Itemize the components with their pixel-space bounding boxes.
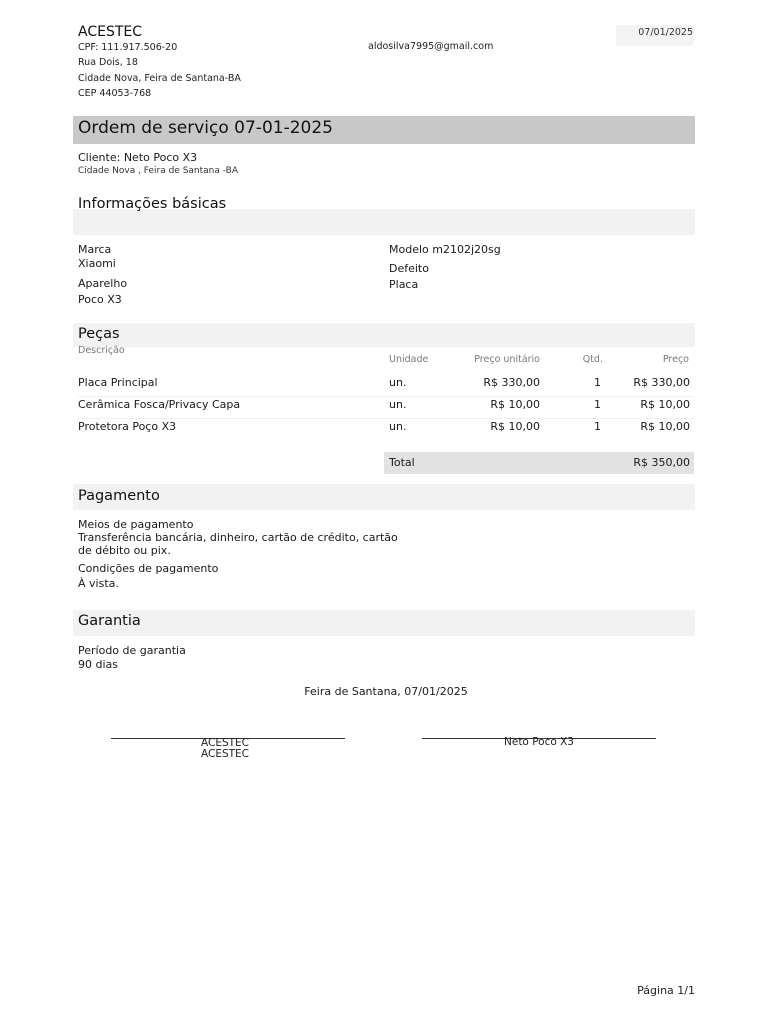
table-row-price: R$ 10,00 [640, 398, 690, 411]
defect-label: Defeito [389, 262, 429, 275]
table-row-price: R$ 10,00 [640, 420, 690, 433]
brand-label: Marca [78, 243, 112, 256]
client-line: Cliente: Neto Poco X3 [78, 151, 198, 164]
table-row-qty: 1 [594, 376, 601, 389]
table-row-unit-price: R$ 10,00 [490, 420, 540, 433]
device-value: Poco X3 [78, 293, 122, 306]
table-row-unit: un. [389, 398, 407, 411]
section-title-parts: Peças [78, 326, 120, 342]
signature-name-left: ACESTEC [200, 737, 249, 749]
section-title-payment: Pagamento [78, 488, 160, 504]
col-header-unit: Unidade [389, 354, 429, 365]
page-number: Página 1/1 [637, 984, 695, 997]
payment-conditions-value: À vista. [78, 577, 119, 590]
total-label: Total [389, 456, 415, 469]
section-bar-payment [73, 484, 695, 510]
page-title: Ordem de serviço 07-01-2025 [73, 116, 695, 144]
col-header-price: Preço [662, 354, 689, 365]
company-cpf: CPF: 111.917.506-20 [78, 42, 178, 53]
payment-methods-line2: de débito ou pix. [78, 544, 171, 557]
table-row-unit-price: R$ 10,00 [490, 398, 540, 411]
company-city: Cidade Nova, Feira de Santana-BA [78, 73, 241, 84]
company-street: Rua Dois, 18 [78, 57, 138, 68]
section-bar-warranty [73, 610, 695, 636]
table-row-description: Cerâmica Fosca/Privacy Capa [78, 398, 241, 411]
total-value: R$ 350,00 [633, 456, 690, 469]
col-header-description: Descrição [78, 345, 125, 356]
table-row-unit: un. [389, 376, 407, 389]
payment-methods-label: Meios de pagamento [78, 518, 194, 531]
brand-value: Xiaomi [78, 257, 116, 270]
section-title-warranty: Garantia [78, 613, 141, 629]
section-title-basic-info: Informações básicas [78, 196, 227, 212]
table-row-description: Placa Principal [78, 376, 158, 389]
table-row-price: R$ 330,00 [633, 376, 690, 389]
signature-name-right: Neto Poco X3 [504, 736, 574, 748]
col-header-unit-price: Preço unitário [474, 354, 540, 365]
table-row-unit-price: R$ 330,00 [483, 376, 540, 389]
table-row-qty: 1 [594, 398, 601, 411]
section-bar-basic-info [73, 209, 695, 235]
company-cep: CEP 44053-768 [78, 88, 152, 99]
row-divider [78, 396, 694, 397]
warranty-period-label: Período de garantia [78, 644, 186, 657]
table-row-unit: un. [389, 420, 407, 433]
table-row-description: Protetora Poço X3 [78, 420, 177, 433]
company-name: ACESTEC [78, 24, 143, 40]
payment-conditions-label: Condições de pagamento [78, 562, 219, 575]
table-row-qty: 1 [594, 420, 601, 433]
company-email: aldosilva7995@gmail.com [368, 41, 494, 52]
model-line: Modelo m2102j20sg [389, 243, 501, 256]
client-address: Cidade Nova , Feira de Santana -BA [78, 166, 239, 176]
device-label: Aparelho [78, 277, 128, 290]
warranty-period-value: 90 dias [78, 658, 119, 671]
defect-value: Placa [389, 278, 419, 291]
place-date: Feira de Santana, 07/01/2025 [304, 685, 468, 698]
header-date: 07/01/2025 [616, 25, 694, 46]
payment-methods-line1: Transferência bancária, dinheiro, cartão de crédito, cartão [78, 531, 398, 544]
col-header-qty: Qtd. [582, 354, 603, 365]
row-divider [78, 418, 694, 419]
signature-subname-left: ACESTEC [200, 748, 249, 760]
section-bar-parts [73, 323, 695, 347]
